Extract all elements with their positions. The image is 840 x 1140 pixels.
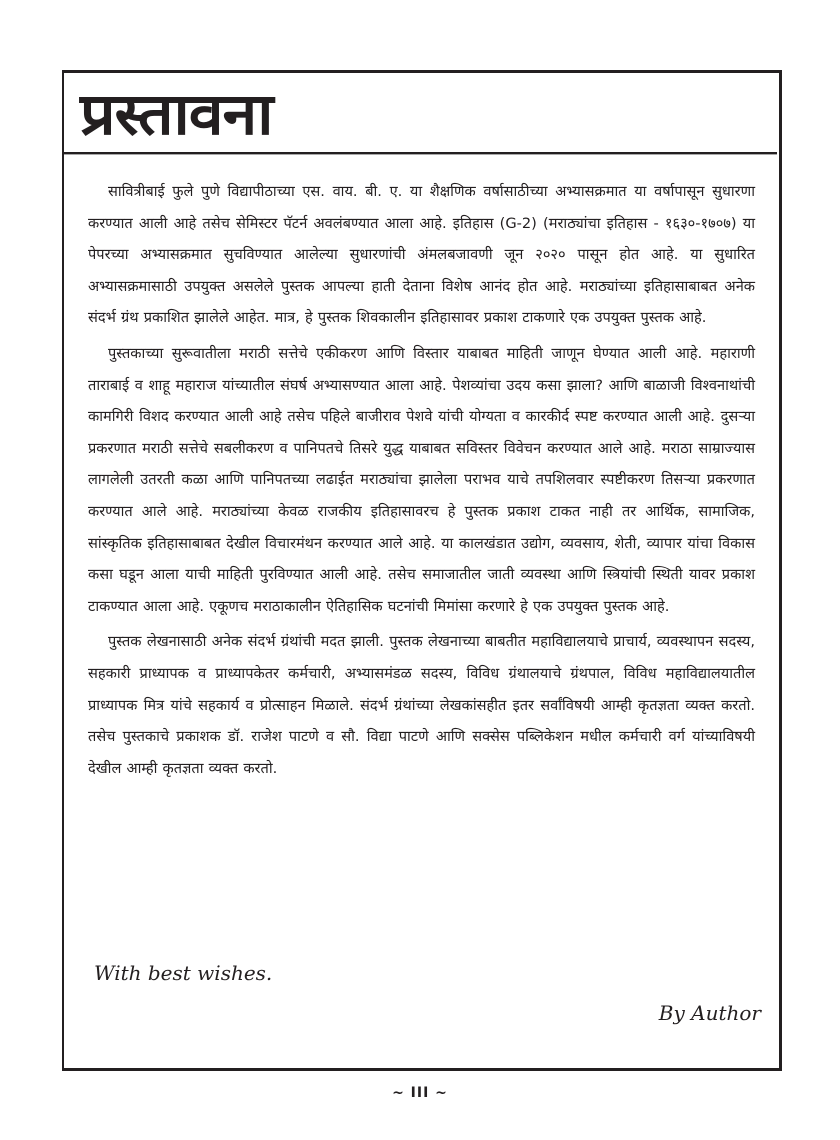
paragraph-acknowledgements: पुस्तक लेखनासाठी अनेक संदर्भ ग्रंथांची मदत झाली. पुस्तक लेखनाच्या बाबतीत महाविद्यालयाचे प्राचार्य, व्यवस्थापन सदस्य, सहकारी प्राध्यापक व प्राध्यापकेतर कर्मचारी, अभ्यासमंडळ सदस्य, विविध ग्रंथालयाचे ग्रंथपाल, विविध महाविद्यालयातील प्राध्यापक मित्र यांचे सहकार्य व प्रोत्साहन मिळाले. संदर्भ ग्रंथांच्या लेखकांसहीत इतर सर्वांविषयी आम्ही कृतज्ञता व्यक्त करतो. तसेच पुस्तकाचे प्रकाशक डॉ. राजेश पाटणे व सौ. विद्या पाटणे आणि सक्सेस पब्लिकेशन मधील कर्मचारी वर्ग यांच्याविषयी देखील आम्ही कृतज्ञता व्यक्त करतो.: [88, 633, 755, 777]
author-signature: By Author: [658, 1001, 761, 1025]
page-number: ~ III ~: [392, 1085, 448, 1101]
closing-wishes: With best wishes.: [94, 961, 273, 985]
paragraph-intro: सावित्रीबाई फुले पुणे विद्यापीठाच्या एस. वाय. बी. ए. या शैक्षणिक वर्षासाठीच्या अभ्यासक्रमात या वर्षापासून सुधारणा करण्यात आली आहे तसेच सेमिस्टर पॅटर्न अवलंबण्यात आला आहे. इतिहास (G-2) (मराठ्यांचा इतिहास - १६३०-१७०७) या पेपरच्या अभ्यासक्रमात सुचविण्यात आलेल्या सुधारणांची अंमलबजावणी जून २०२० पासून होत आहे. या सुधारित अभ्यासक्रमासाठी उपयुक्त असलेले पुस्तक आपल्या हाती देताना विशेष आनंद होत आहे. मराठ्यांच्या इतिहासाबाबत अनेक संदर्भ ग्रंथ प्रकाशित झालेले आहेत. मात्र, हे पुस्तक शिवकालीन इतिहासावर प्रकाश टाकणारे एक उपयुक्त पुस्तक आहे.: [88, 183, 755, 327]
page-title: प्रस्तावना: [80, 80, 273, 148]
preface-body: [88, 176, 755, 788]
title-divider: [64, 152, 777, 155]
page-frame: [62, 70, 782, 1071]
title-area: [64, 73, 777, 153]
paragraph-contents: पुस्तकाच्या सुरूवातीला मराठी सत्तेचे एकीकरण आणि विस्तार याबाबत माहिती जाणून घेण्यात आली आहे. महाराणी ताराबाई व शाहू महाराज यांच्यातील संघर्ष अभ्यासण्यात आला आहे. पेशव्यांचा उदय कसा झाला? आणि बाळाजी विश्वनाथांची कामगिरी विशद करण्यात आली आहे तसेच पहिले बाजीराव पेशवे यांची योग्यता व कारकीर्द स्पष्ट करण्यात आली आहे. दुसऱ्या प्रकरणात मराठी सत्तेचे सबलीकरण व पानिपतचे तिसरे युद्ध याबाबत सविस्तर विवेचन करण्यात आले आहे. मराठा साम्राज्यास लागलेली उतरती कळा आणि पानिपतच्या लढाईत मराठ्यांचा झालेला पराभव याचे तपशिलवार स्पष्टीकरण तिसऱ्या प्रकरणात करण्यात आले आहे. मराठ्यांच्या केवळ राजकीय इतिहासावरच हे पुस्तक प्रकाश टाकत नाही तर आर्थिक, सामाजिक, सांस्कृतिक इतिहासाबाबत देखील विचारमंथन करण्यात आले आहे. या कालखंडात उद्योग, व्यवसाय, शेती, व्यापार यांचा विकास कसा घडून आला याची माहिती पुरविण्यात आली आहे. तसेच समाजातील जाती व्यवस्था आणि स्त्रियांची स्थिती यावर प्रकाश टाकण्यात आला आहे. एकूणच मराठाकालीन ऐतिहासिक घटनांची मिमांसा करणारे हे एक उपयुक्त पुस्तक आहे.: [88, 344, 755, 615]
